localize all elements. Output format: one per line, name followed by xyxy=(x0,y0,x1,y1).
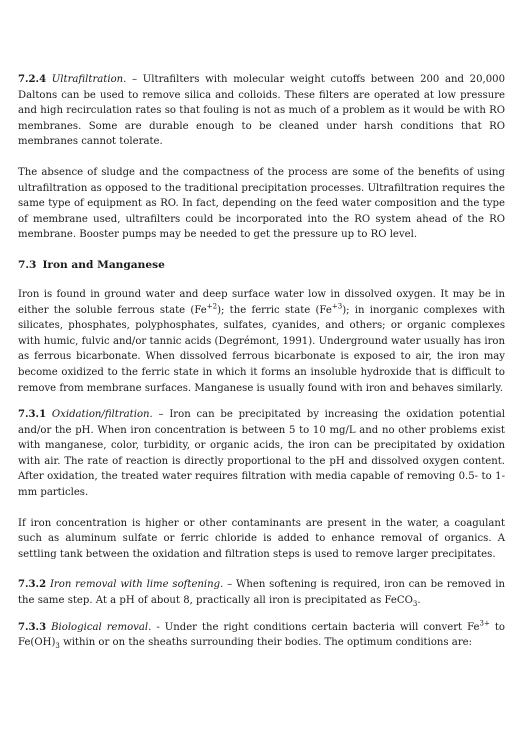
superscript: +3 xyxy=(331,302,343,311)
section-body: - Under the right conditions certain bacteria will convert Fe xyxy=(151,621,480,633)
text-run: to Fe(OH) xyxy=(18,621,505,649)
text-run: . xyxy=(417,595,421,607)
section-7-3-1-paragraph xyxy=(18,407,505,501)
section-title: Oxidation/filtration. xyxy=(51,409,153,421)
section-body: – Ultrafilters with molecular weight cutoffs between 200 and 20,000 Daltons can be used to remove silica and colloids. These filters are operated at low pressure and high recirculation rates so that fouling is not as much of a problem as it would be with RO membranes. Some are durable enough to be cleaned under harsh conditions that RO membranes cannot tolerate. xyxy=(18,74,505,148)
section-7-2-4-paragraph xyxy=(18,72,505,150)
section-number: 7.2.4 xyxy=(18,74,47,85)
section-7-3-heading xyxy=(18,258,505,273)
section-body: – Iron can be precipitated by increasing the oxidation potential and/or the pH. When iron concentration is between 5 to 10 mg/L and no other problems exist with manganese, color, turbidity, or organic acids, the iron can be precipitated by oxidation with air. The rate of reaction is directly proportional to the pH and dissolved oxygen content. After oxidation, the treated water requires filtration with media capable of removing 0.5- to 1-mm particles. xyxy=(18,409,505,499)
section-7-3-3-paragraph xyxy=(18,620,505,651)
superscript: +2 xyxy=(206,302,218,311)
section-number: 7.3.1 xyxy=(18,409,47,421)
text-run: within or on the sheaths surrounding their bodies. The optimum conditions are: xyxy=(59,637,473,649)
section-7-3-2-paragraph xyxy=(18,577,505,608)
section-title: Iron and Manganese xyxy=(42,258,165,271)
subscript: 3 xyxy=(55,642,60,651)
section-number: 7.3.3 xyxy=(18,621,47,633)
document-page xyxy=(18,72,505,651)
subscript: 3 xyxy=(412,600,418,609)
ultrafiltration-benefits-paragraph: The absence of sludge and the compactness of the process are some of the benefits of using ultrafiltration as opposed to the traditional precipitation processes. Ultrafiltration requires the same type of equipment as RO. In fact, depending on the feed water composition and the type of membrane used, ultrafilters could be incorporated into the RO system ahead of the RO membrane. Booster pumps may be needed to get the pressure up to RO level. xyxy=(18,166,505,241)
section-number: 7.3.2 xyxy=(18,579,47,591)
iron-paragraph xyxy=(18,287,505,396)
text-run: ); the ferric state (Fe xyxy=(217,304,332,316)
text-run: ); in inorganic complexes with silicates, phosphates, polyphosphates, sulfates, cyanides, and others; or organic complexes with humic, fulvic and/or tannic acids (Degrémont, 1991). Underground water usually has iron as ferrous bicarbonate. When dissolved ferrous bicarbonate is exposed to air, the iron may become oxidized to the ferric state in which it forms an insoluble hydroxide that is difficult to remove from membrane surfaces. Manganese is usually found with iron and behaves similarly. xyxy=(18,304,505,394)
section-title: Biological removal. xyxy=(51,621,152,633)
section-number: 7.3 xyxy=(18,258,37,271)
section-title: Iron removal with lime softening. xyxy=(49,579,224,591)
text-run: Iron is found in ground water and deep surface water low in dissolved oxygen. It may be in either the soluble ferrous state (Fe xyxy=(18,288,505,316)
coagulant-paragraph: If iron concentration is higher or other contaminants are present in the water, a coagulant such as aluminum sulfate or ferric chloride is added to enhance removal of organics. A settling tank between the oxidation and filtration steps is used to remove larger precipitates. xyxy=(18,517,505,560)
section-body: – When softening is required, iron can be removed in the same step. At a pH of about 8, practically all iron is precipitated as FeCO xyxy=(18,579,505,607)
section-title: Ultrafiltration. xyxy=(51,74,127,85)
superscript: 3+ xyxy=(479,619,490,628)
